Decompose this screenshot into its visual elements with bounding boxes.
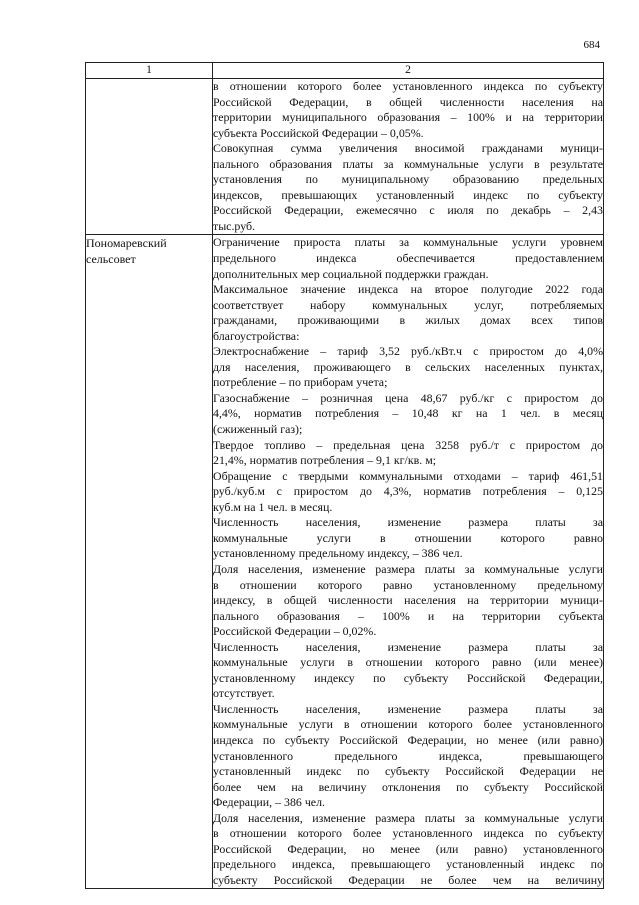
text-line: Численность населения, изменение размера платы за xyxy=(213,701,603,716)
text-line: Электроснабжение – тариф 3,52 руб./кВт.ч с приростом до 4,0% xyxy=(213,344,603,359)
text-line: Российской Федерации, в общей численности населения на xyxy=(213,94,603,109)
page-number: 684 xyxy=(583,39,600,51)
text-line: 21,4%, норматив потребления – 9,1 кг/кв. м; xyxy=(213,453,437,468)
text-line: Численность населения, изменение размера платы за xyxy=(213,639,603,654)
text-line: пального образования платы за коммунальные услуги в результате xyxy=(213,156,603,171)
text-line: для населения, проживающего в сельских населенных пунктах, xyxy=(213,359,603,374)
paragraph xyxy=(213,79,603,141)
column-header-1: 1 xyxy=(86,63,213,79)
paragraph xyxy=(213,391,603,438)
text-line: установленный индекс по субъекту Российской Федерации не xyxy=(213,764,603,779)
text-line: 4,4%, норматив потребления – 10,48 кг на 1 чел. в месяц xyxy=(213,406,603,421)
text-line: Максимальное значение индекса на второе полугодие 2022 года xyxy=(213,282,603,297)
table-row xyxy=(86,235,604,889)
document-table xyxy=(85,62,604,889)
text-line: Твердое топливо – предельная цена 3258 руб./т с приростом до xyxy=(213,437,603,452)
description-cell xyxy=(213,235,604,889)
text-line: Российской Федерации, но менее (или равно) установленного xyxy=(213,841,603,856)
municipality-cell xyxy=(86,79,213,235)
text-line: субъекту Российской Федерации не более чем на величину xyxy=(213,872,603,887)
text-line: коммунальные услуги в отношении которого равно xyxy=(213,530,603,545)
text-line: коммунальные услуги в отношении которого более установленного xyxy=(213,717,603,732)
municipality-name-line: Пономаревский xyxy=(86,236,167,251)
text-line: Обращение с твердыми коммунальными отходами – тариф 461,51 xyxy=(213,468,603,483)
text-line: благоустройства: xyxy=(213,328,300,343)
text-line: коммунальные услуги в отношении которого равно (или менее) xyxy=(213,655,603,670)
text-line: дополнительных мер социальной поддержки граждан. xyxy=(213,266,489,281)
paragraph xyxy=(213,640,603,702)
text-line: руб./куб.м с приростом до 4,3%, норматив потребления – 0,125 xyxy=(213,484,603,499)
paragraph xyxy=(213,344,603,391)
paragraph xyxy=(213,515,603,562)
text-line: установленному индексу по субъекту Российской Федерации, xyxy=(213,670,603,685)
text-line: Численность населения, изменение размера платы за xyxy=(213,515,603,530)
text-line: в отношении которого равно установленному предельному xyxy=(213,577,603,592)
paragraph xyxy=(213,811,603,889)
text-line: Ограничение прироста платы за коммунальные услуги уровнем xyxy=(213,235,603,250)
text-line: установления по муниципальному образованию предельных xyxy=(213,172,603,187)
text-line: установленного предельного индекса, превышающего xyxy=(213,748,603,763)
text-line: более чем на величину отклонения по субъекту Российской xyxy=(213,779,603,794)
text-line: установленному предельному индексу, – 386 чел. xyxy=(213,546,463,561)
text-line: субъекта Российской Федерации – 0,05%. xyxy=(213,125,424,140)
text-line: отсутствует. xyxy=(213,686,275,701)
paragraph xyxy=(213,141,603,234)
paragraph xyxy=(213,562,603,640)
text-line: индексу, в общей численности населения на территории муници- xyxy=(213,593,603,608)
text-line: (сжиженный газ); xyxy=(213,422,303,437)
text-line: Доля населения, изменение размера платы за коммунальные услуги xyxy=(213,810,603,825)
description-cell xyxy=(213,79,604,235)
paragraph xyxy=(213,282,603,344)
text-line: Доля населения, изменение размера платы за коммунальные услуги xyxy=(213,561,603,576)
text-line: территории муниципального образования – 100% и на территории xyxy=(213,110,603,125)
paragraph xyxy=(213,438,603,469)
text-line: куб.м на 1 чел. в месяц. xyxy=(213,499,333,514)
text-line: индекса по субъекту Российской Федерации, но менее (или равно) xyxy=(213,732,603,747)
column-header-2: 2 xyxy=(213,63,604,79)
text-line: Федерации, – 386 чел. xyxy=(213,795,325,810)
text-line: пального образования – 100% и на территории субъекта xyxy=(213,608,603,623)
text-line: Российской Федерации – 0,02%. xyxy=(213,624,377,639)
municipality-cell xyxy=(86,235,213,889)
table-row xyxy=(86,79,604,235)
text-line: Газоснабжение – розничная цена 48,67 руб./кг с приростом до xyxy=(213,390,603,405)
header-row xyxy=(86,63,604,79)
text-line: в отношении которого более установленного индекса по субъекту xyxy=(213,79,603,93)
text-line: индексов, превышающих установленный индекс по субъекту xyxy=(213,187,603,202)
paragraph xyxy=(213,235,603,282)
text-line: предельного индекса, превышающего установленный индекс по xyxy=(213,857,603,872)
paragraph xyxy=(213,469,603,516)
text-line: Российской Федерации, ежемесячно с июля по декабрь – 2,43 xyxy=(213,203,603,218)
text-line: Совокупная сумма увеличения вносимой гражданами муници- xyxy=(213,141,603,156)
text-line: соответствует набору коммунальных услуг, потребляемых xyxy=(213,297,603,312)
text-line: в отношении которого более установленного индекса по субъекту xyxy=(213,826,603,841)
municipality-name-line: сельсовет xyxy=(86,252,136,267)
text-line: предельного индекса обеспечивается предоставлением xyxy=(213,251,603,266)
text-line: гражданами, проживающими в жилых домах всех типов xyxy=(213,313,603,328)
text-line: тыс.руб. xyxy=(213,218,256,233)
paragraph xyxy=(213,702,603,811)
text-line: потребление – по приборам учета; xyxy=(213,375,388,390)
